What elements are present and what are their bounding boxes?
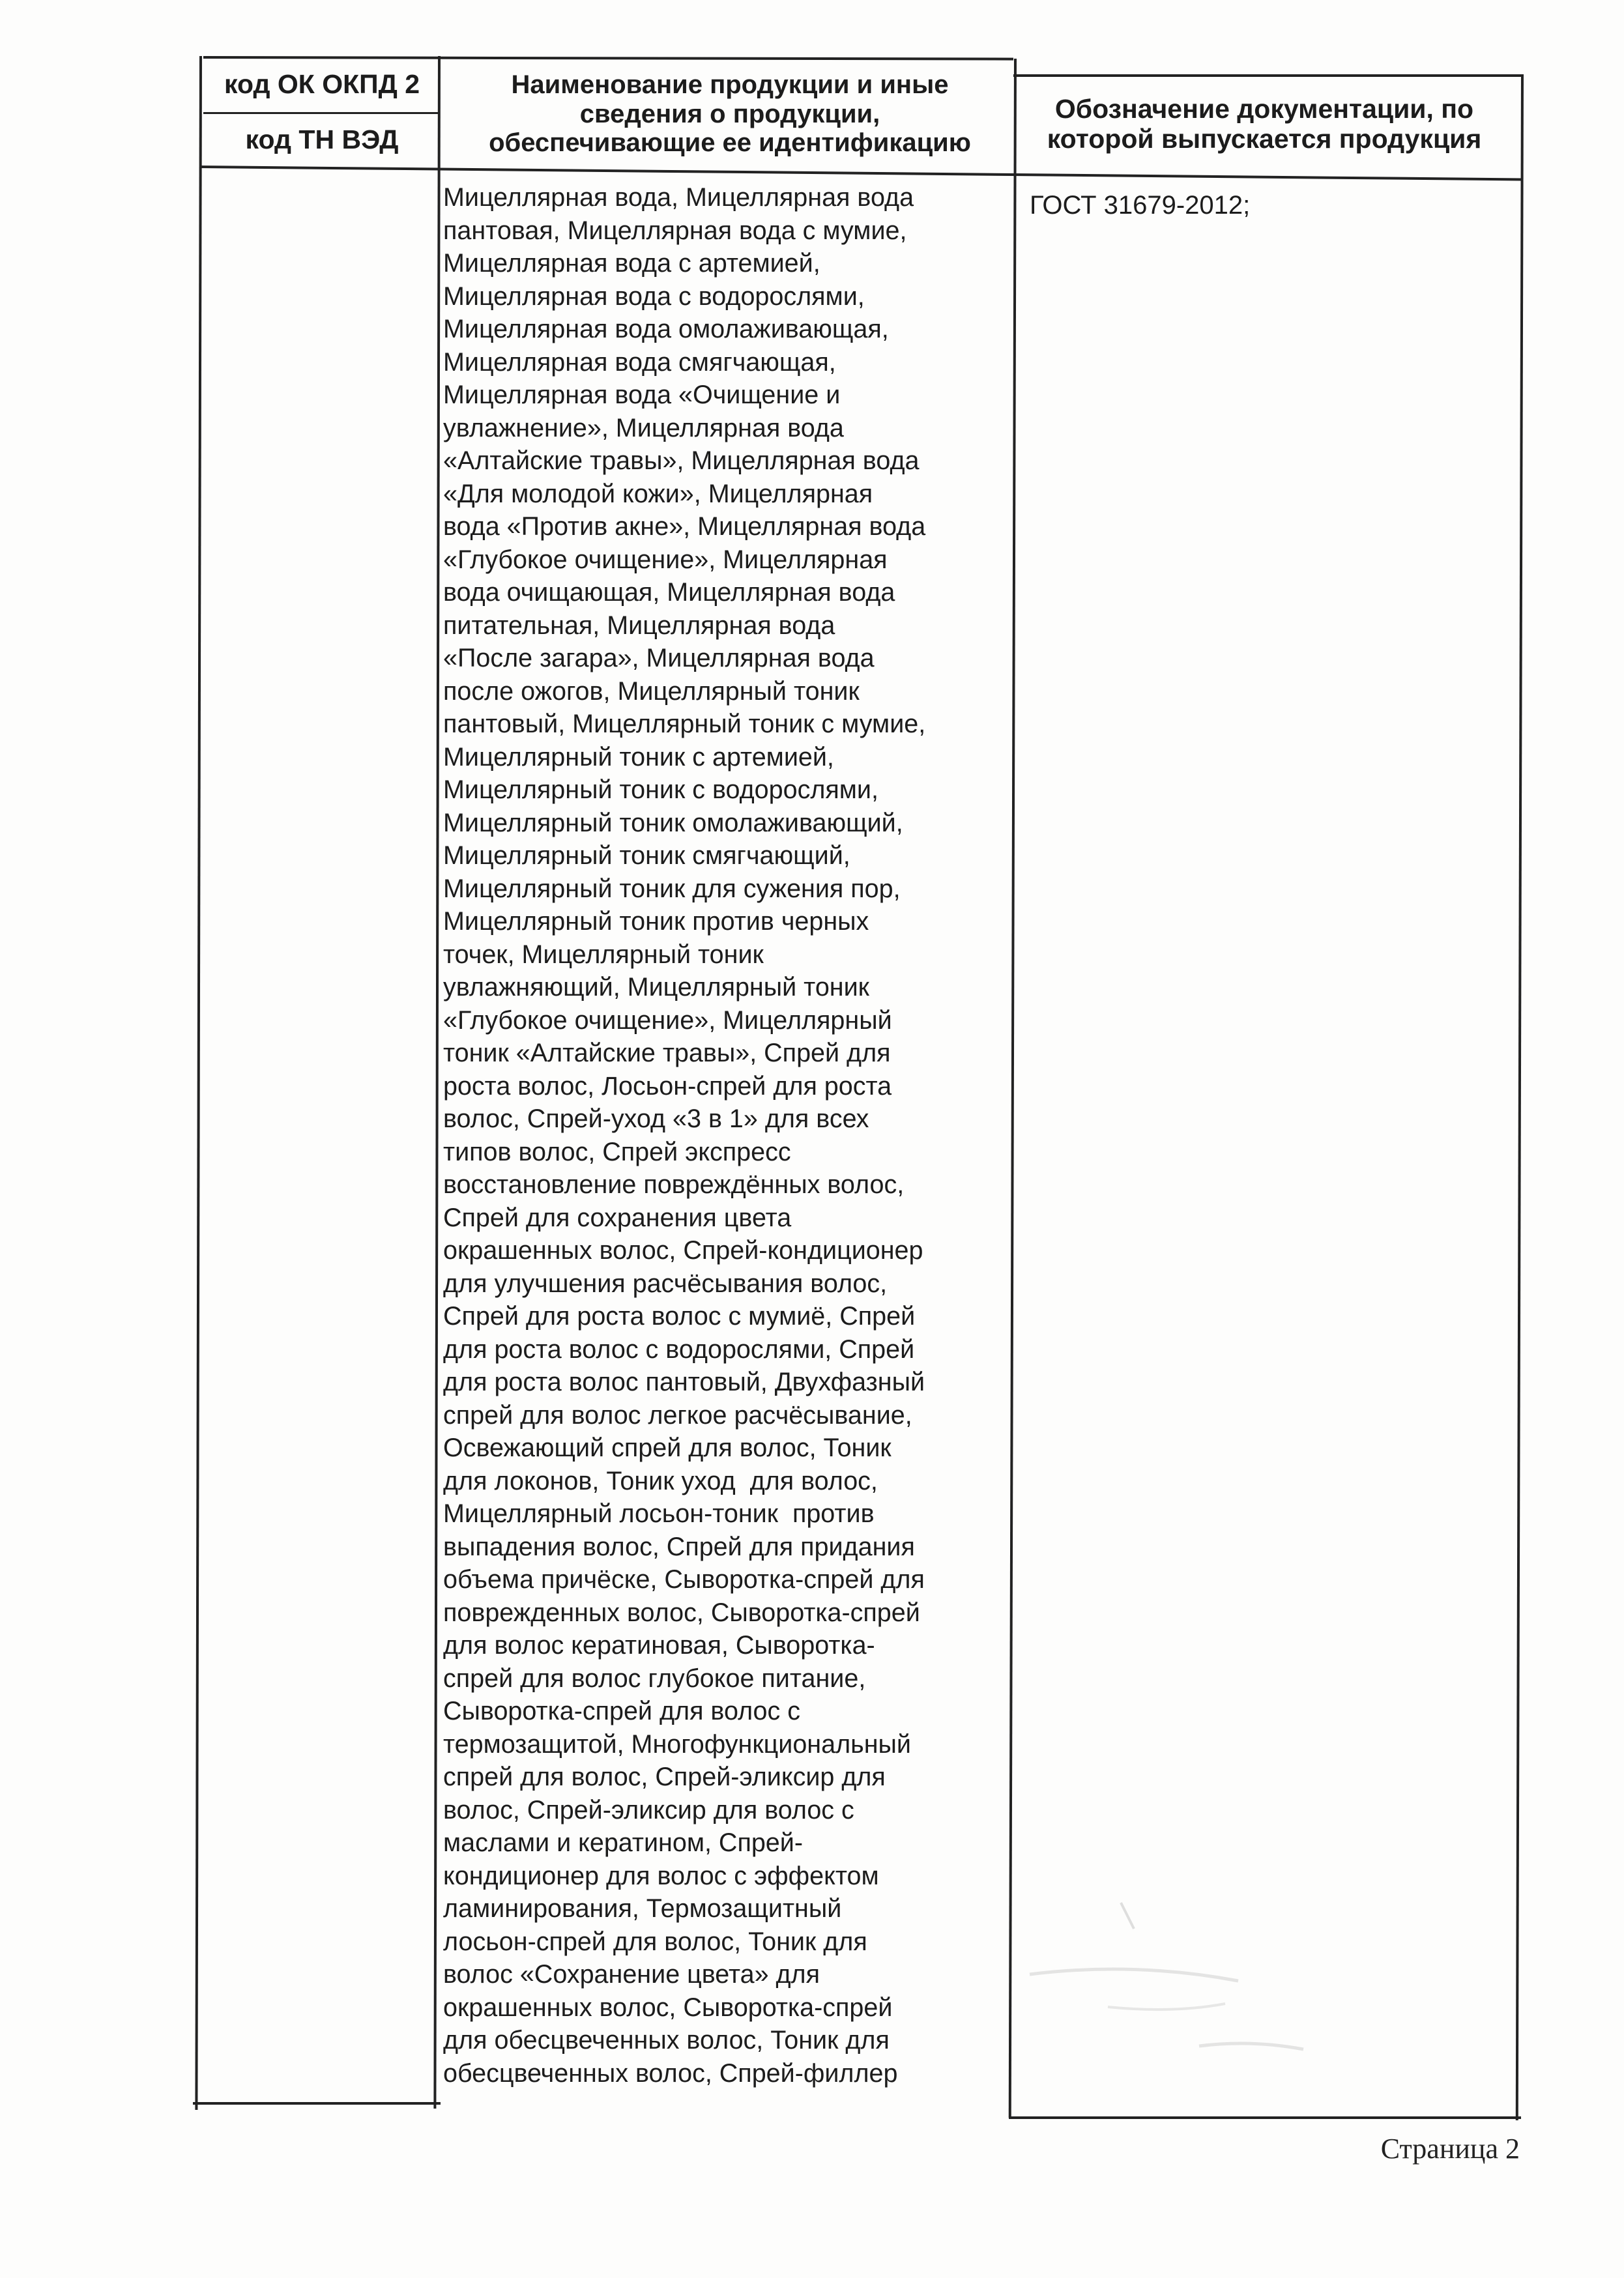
table-left-border [195, 56, 202, 2110]
header-documentation-text: Обозначение документации, по которой выпускается продукция [1047, 93, 1482, 154]
header-product-name-text: Наименование продукции и иные сведения о продукции, обеспечивающие ее идентификацию [489, 70, 971, 158]
row-product-list: Мицеллярная вода, Мицеллярная вода пантовая, Мицеллярная вода с мумие, Мицеллярная вода с артемией, Мицеллярная вода с водорослями, Мицеллярная вода омолаживающая, Мицеллярная вода смягчающая, Мицеллярная вода «Очищение и увлажнение», Мицеллярная вода «Алтайские травы», Мицеллярная вода «Для молодой кожи», Мицеллярная вода «Против акне», Мицеллярная вода «Глубокое очищение», Мицеллярная вода очищающая, Мицеллярная вода питательная, Мицеллярная вода «После загара», Мицеллярная вода после ожогов, Мицеллярный тоник пантовый, Мицеллярный тоник с мумие, Мицеллярный тоник с артемией, Мицеллярный тоник с водорослями, Мицеллярный тоник омолаживающий, Мицеллярный тоник смягчающий, Мицеллярный тоник для сужения пор, Мицеллярный тоник против черных точек, Мицеллярный тоник увлажняющий, Мицеллярный тоник «Глубокое очищение», Мицеллярный тоник «Алтайские травы», Спрей для роста волос, Лосьон-спрей для роста волос, Спрей-уход «3 в 1» для всех типов волос, Спрей экспресс восстановление повреждённых волос, Спрей для сохранения цвета окрашенных волос, Спрей-кондиционер для улучшения расчёсывания волос, Спрей для роста волос с мумиё, Спрей для роста волос с водорослями, Спрей для роста волос пантовый, Двухфазный спрей для волос легкое расчёсывание, Освежающий спрей для волос, Тоник для локонов, Тоник уход для волос, Мицеллярный лосьон-тоник против выпадения волос, Спрей для придания объема причёске, Сыворотка-спрей для поврежденных волос, Сыворотка-спрей для волос кератиновая, Сыворотка- спрей для волос глубокое питание, Сыворотка-спрей для волос с термозащитой, Многофункциональный спрей для волос, Спрей-эликсир для волос, Спрей-эликсир для волос с маслами и кератином, Спрей- кондиционер для волос с эффектом ламинирования, Термозащитный лосьон-спрей для волос, Тоник для волос «Сохранение цвета» для окрашенных волос, Сыворотка-спрей для обесцвеченных волос, Тоник для обесцвеченных волос, Спрей-филлер [443, 183, 926, 2088]
col1-col2-divider [433, 56, 441, 2109]
header-product-name [446, 62, 1013, 166]
table-right-border [1516, 74, 1524, 2120]
page-number: Страница 2 [1380, 2133, 1520, 2165]
header-documentation [1017, 77, 1512, 171]
header-okpd2-code: код ОК ОКПД 2 [224, 69, 420, 100]
stamp-bleedthrough-icon [1004, 1883, 1342, 2079]
row-documentation: ГОСТ 31679-2012; [1030, 191, 1251, 220]
col1-header-divider [203, 112, 439, 114]
col1-bottom-border [193, 2102, 441, 2105]
header-tnved-code: код ТН ВЭД [245, 124, 399, 155]
col3-bottom-border [1009, 2116, 1521, 2119]
